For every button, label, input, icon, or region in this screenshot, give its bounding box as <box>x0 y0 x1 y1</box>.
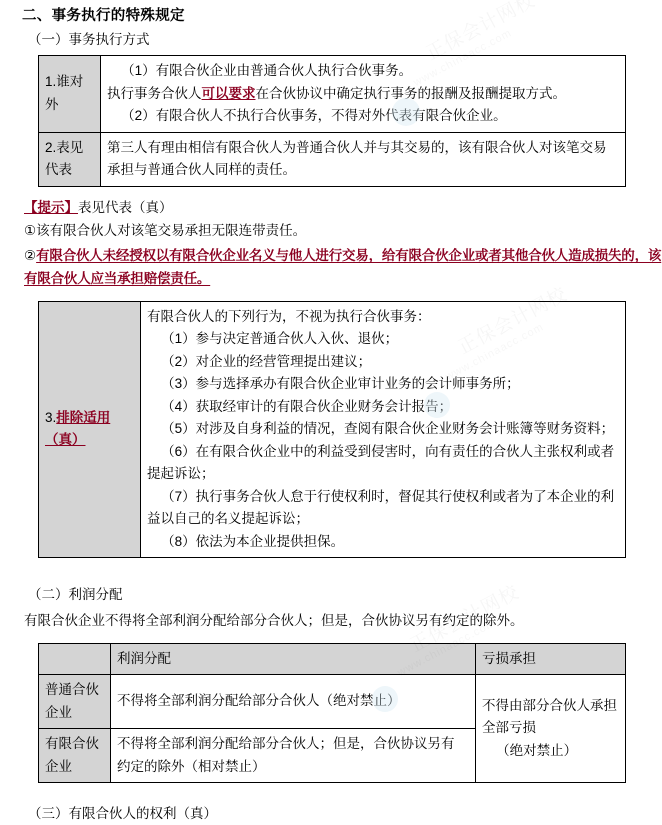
cell-profit-limited <box>111 729 476 783</box>
exclusion-item: （6）在有限合伙企业中的利益受到侵害时，向有责任的合伙人主张权利或者提起诉讼； <box>147 443 615 481</box>
label-line: 外 <box>45 96 59 112</box>
exclusion-intro: 有限合伙人的下列行为，不视为执行合伙事务： <box>147 308 431 324</box>
tip-item-2 <box>24 244 662 291</box>
clause-text-before: 执行事务合伙人 <box>107 85 202 101</box>
table-row <box>39 56 626 133</box>
label-highlighted: （真） <box>45 432 86 448</box>
row-label-who-external <box>39 56 101 133</box>
loss-line: 不得由部分合伙人承担 <box>482 697 617 713</box>
label-highlighted: 排除适用 <box>56 409 111 425</box>
table-row <box>39 675 626 729</box>
loss-line: （绝对禁止） <box>496 742 578 758</box>
row-label-limited-partnership <box>39 729 111 783</box>
profit-line: 约定的除外（相对禁止） <box>117 758 266 774</box>
profit-line: 不得将全部利润分配给部分合伙人；但是，合伙协议另有 <box>117 736 455 751</box>
page-title: 二、事务执行的特殊规定 <box>22 8 185 24</box>
table-profit-distribution <box>38 643 626 784</box>
label-line: 2.表见 <box>45 139 84 155</box>
header-blank <box>39 643 111 675</box>
row-label-exclusion <box>39 301 141 558</box>
row-content-apparent-representation: 第三人有理由相信有限合伙人为普通合伙人并与其交易的，该有限合伙人对该笔交易承担与普通合伙人同样的责任。 <box>101 132 626 186</box>
header-profit-distribution: 利润分配 <box>111 643 476 675</box>
label-line: 有限合伙 <box>45 736 99 751</box>
row-label-apparent-representation <box>39 132 101 186</box>
row-label-general-partnership <box>39 675 111 729</box>
clause-line <box>107 83 619 106</box>
exclusion-item: （2）对企业的经营管理提出建议； <box>161 353 372 369</box>
label-line: 普通合伙 <box>45 682 99 697</box>
table-row <box>39 301 626 558</box>
exclusion-item: （5）对涉及自身利益的情况，查阅有限合伙企业财务会计账簿等财务资料； <box>161 421 615 436</box>
spacer <box>0 291 662 301</box>
table-exclusion <box>38 301 626 559</box>
tip-item-1: ①该有限合伙人对该笔交易承担无限连带责任。 <box>24 223 307 238</box>
exclusion-item: （7）执行事务合伙人怠于行使权利时，督促其行使权利或者为了本企业的利益以自己的名义提起诉讼； <box>147 488 615 526</box>
profit-intro: 有限合伙企业不得将全部利润分配给部分合伙人；但是，合伙协议另有约定的除外。 <box>24 613 524 628</box>
row-content-exclusion <box>141 301 626 558</box>
exclusion-item: （1）参与决定普通合伙人入伙、退伙； <box>161 331 399 346</box>
section-heading-two: （二）利润分配 <box>28 587 123 602</box>
loss-line: 全部亏损 <box>482 720 536 736</box>
row-content-who-external <box>101 56 626 133</box>
exclusion-item: （8）依法为本企业提供担保。 <box>161 533 345 549</box>
clause-text-after: 在合伙协议中确定执行事务的报酬及报酬提取方式。 <box>255 85 566 101</box>
label-number: 3. <box>45 409 57 425</box>
highlighted-term: 可以要求 <box>201 85 256 101</box>
spacer <box>0 633 662 643</box>
label-line: 企业 <box>45 758 72 774</box>
cell-profit-general: 不得将全部利润分配给部分合伙人（绝对禁止） <box>111 675 476 729</box>
exclusion-item: （4）获取经审计的有限合伙企业财务会计报告； <box>161 398 453 414</box>
clause-line: （1）有限合伙企业由普通合伙人执行合伙事务。 <box>121 63 413 78</box>
tip-tag-suffix: 表见代表（真） <box>78 199 173 215</box>
label-line: 代表 <box>45 162 72 177</box>
spacer <box>0 187 662 197</box>
cell-loss-bearing <box>476 675 626 783</box>
section-heading-three: （三）有限合伙人的权利（真） <box>28 806 217 821</box>
table-execution <box>38 55 626 187</box>
spacer <box>0 783 662 803</box>
tip-heading <box>24 197 662 220</box>
header-loss-bearing: 亏损承担 <box>476 643 626 675</box>
clause-line: （2）有限合伙人不执行合伙事务，不得对外代表有限合伙企业。 <box>121 108 507 123</box>
tip-item-2-number: ② <box>24 247 37 263</box>
section-heading-one: （一）事务执行方式 <box>28 32 150 47</box>
table-header-row <box>39 643 626 675</box>
label-line: 企业 <box>45 704 72 720</box>
document-page <box>0 6 662 825</box>
exclusion-item: （3）参与选择承办有限合伙企业审计业务的会计师事务所； <box>161 376 520 391</box>
spacer <box>0 558 662 584</box>
table-row <box>39 132 626 186</box>
label-line: 1.谁对 <box>45 74 84 90</box>
tip-tag: 【提示】 <box>24 199 78 215</box>
tip-item-2-highlighted: 有限合伙人未经授权以有限合伙企业名义与他人进行交易，给有限合伙企业或者其他合伙人造成损失的，该有限合伙人应当承担赔偿责任。 <box>24 247 662 286</box>
